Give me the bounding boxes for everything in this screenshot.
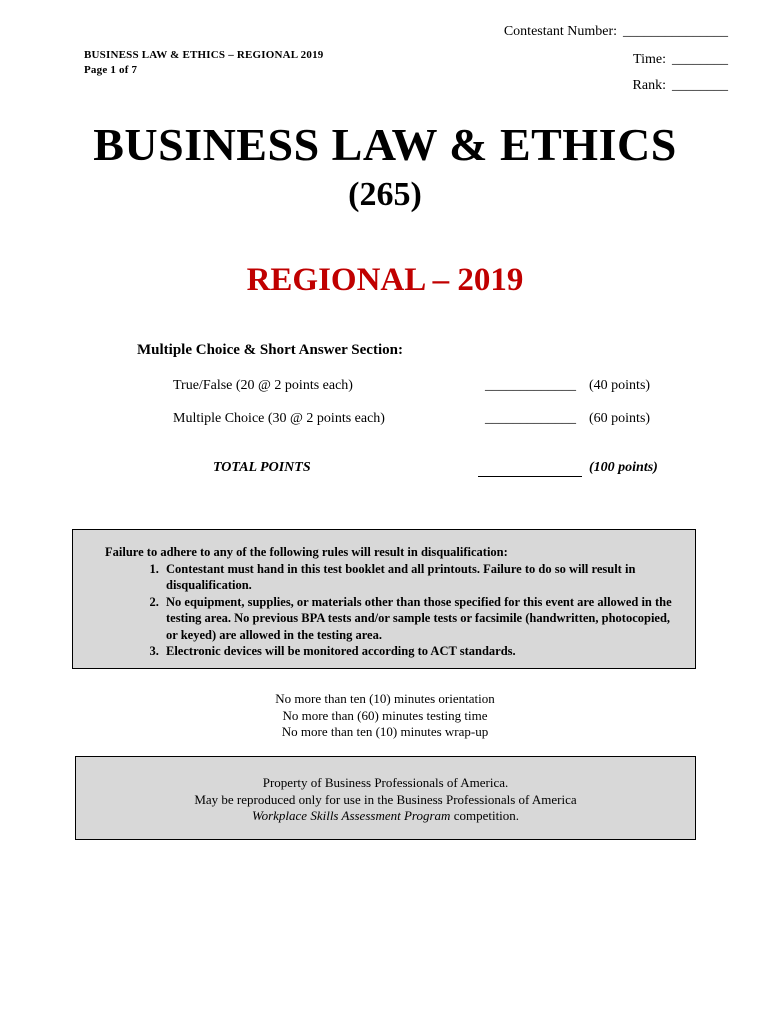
event-code: (265): [348, 176, 422, 213]
running-head: [84, 48, 324, 78]
rank-blank: ________: [672, 78, 728, 93]
total-points-value: (100 points): [589, 460, 658, 475]
score-row-label: Multiple Choice (30 @ 2 points each): [173, 411, 385, 426]
property-line: [76, 808, 695, 825]
property-box: [75, 756, 696, 840]
property-line: Property of Business Professionals of America.: [262, 775, 509, 790]
page-title: BUSINESS LAW & ETHICS: [93, 119, 677, 170]
rule-item: 3. Electronic devices will be monitored according to ACT standards.: [162, 643, 681, 660]
regional-heading: REGIONAL – 2019: [246, 262, 524, 298]
contestant-number-blank: _______________: [623, 24, 728, 39]
score-row-label: True/False (20 @ 2 points each): [173, 378, 353, 393]
rules-list: [105, 561, 681, 660]
time-label: Time:: [633, 52, 666, 67]
rule-item: 1. Contestant must hand in this test booklet and all printouts. Failure to do so will result in disqualification.: [162, 561, 681, 594]
rule-item: 2. No equipment, supplies, or materials other than those specified for this event are allowed in the testing area. No previous BPA tests and/or sample tests or facsimile (handwritten, photocopied, or keyed) are allowed in the testing area.: [162, 594, 681, 644]
rules-box: [72, 529, 696, 669]
rank-label: Rank:: [632, 78, 666, 93]
property-line-end: competition.: [450, 808, 520, 823]
rank-field: [633, 78, 728, 94]
program-name: Workplace Skills Assessment Program: [251, 808, 451, 823]
contestant-number-label: Contestant Number:: [503, 24, 617, 39]
section-heading: Multiple Choice & Short Answer Section:: [137, 342, 403, 358]
score-row-blank: _____________: [485, 378, 576, 393]
time-note: No more than (60) minutes testing time: [282, 707, 488, 723]
total-points-blank: [478, 460, 582, 477]
time-field: [633, 52, 728, 68]
score-row-points: (40 points): [589, 378, 651, 393]
contestant-number-field: [504, 24, 728, 40]
time-notes: [0, 691, 770, 741]
page-info: Page 1 of 7: [84, 64, 138, 76]
property-line: May be reproduced only for use in the Business Professionals of America: [194, 791, 577, 807]
total-points-label: TOTAL POINTS: [213, 460, 311, 475]
score-row-blank: _____________: [485, 411, 576, 426]
score-row-points: (60 points): [589, 411, 651, 426]
time-blank: ________: [672, 52, 728, 67]
time-note: No more than ten (10) minutes orientation: [275, 691, 495, 706]
rules-intro: Failure to adhere to any of the following rules will result in disqualification:: [105, 545, 508, 559]
time-note: No more than ten (10) minutes wrap-up: [281, 724, 489, 739]
running-title: BUSINESS LAW & ETHICS – REGIONAL 2019: [84, 49, 324, 61]
